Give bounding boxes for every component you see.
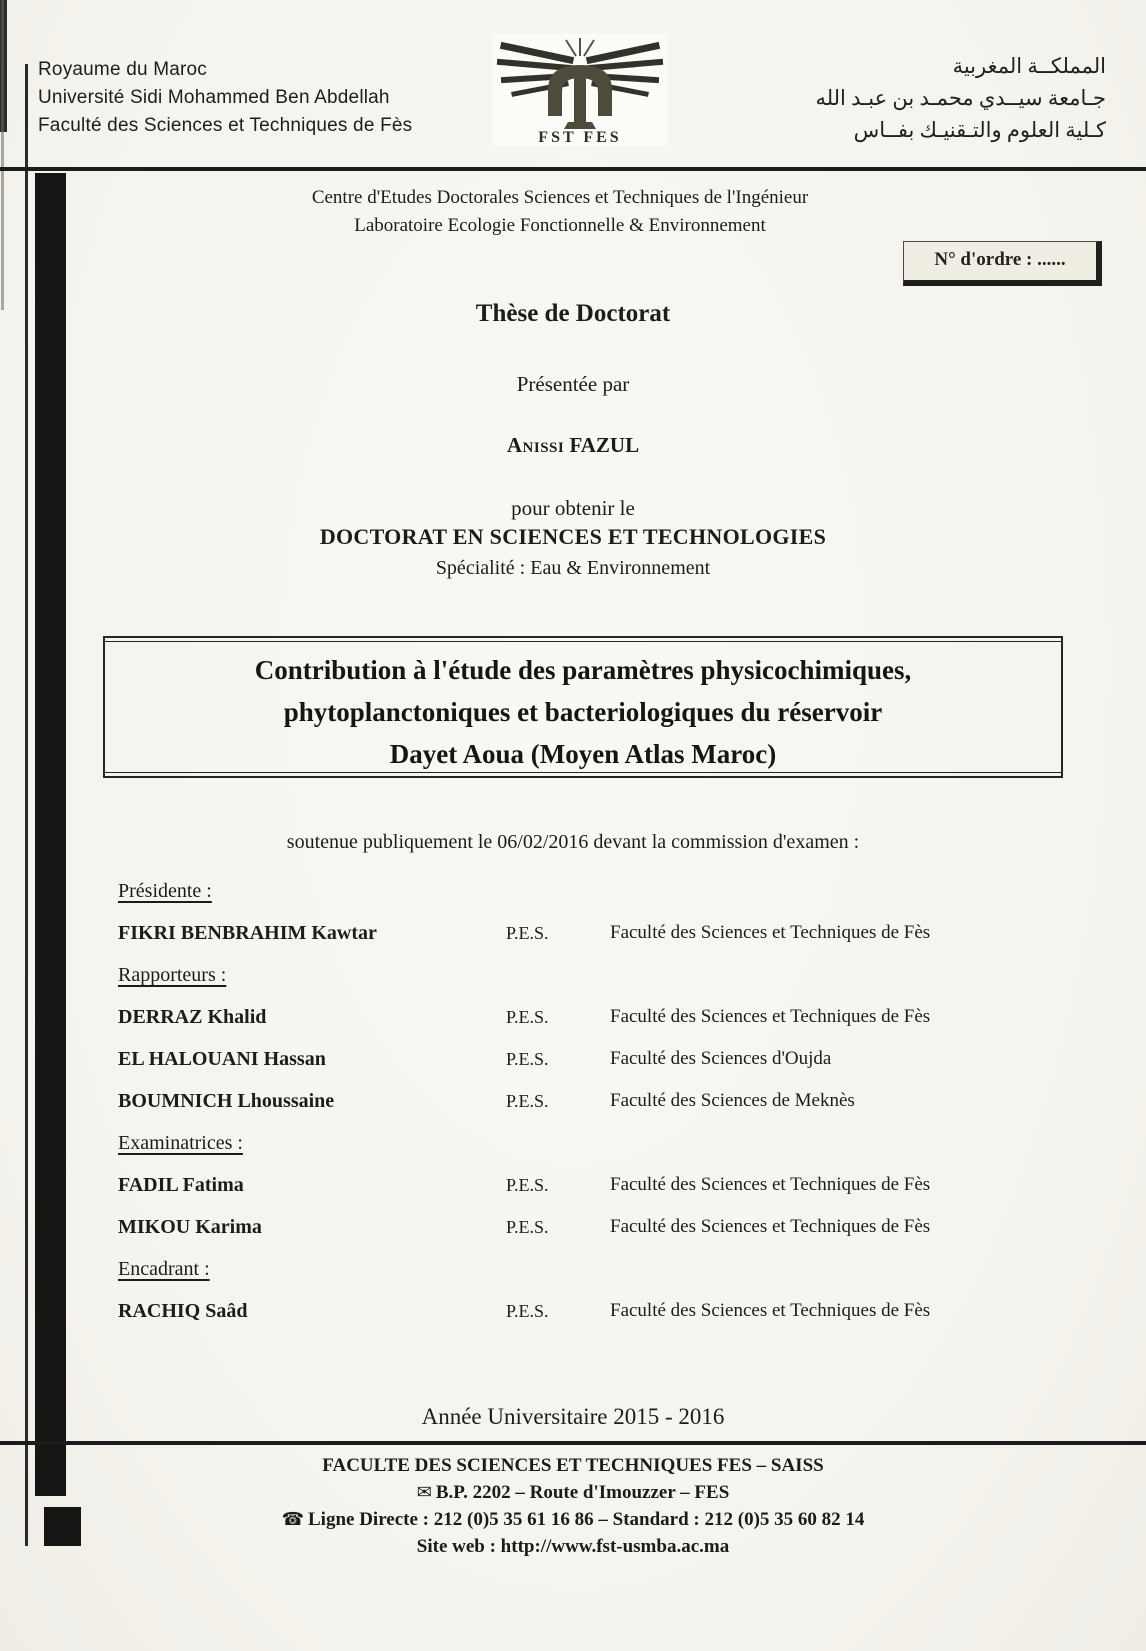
logo-caption-text: FST FES (538, 129, 622, 146)
header-line-university-ar: جـامعة سيــدي محمـد بن عبـد الله (815, 86, 1106, 110)
jury-member-grade: P.E.S. (506, 1007, 549, 1027)
header-line-university: Université Sidi Mohammed Ben Abdellah (38, 87, 390, 108)
academic-year: Année Universitaire 2015 - 2016 (421, 1404, 725, 1429)
author-name (0, 433, 1146, 458)
jury-member-affiliation: Faculté des Sciences et Techniques de Fès (610, 1174, 931, 1195)
fst-fes-logo-graphic (492, 34, 668, 146)
header-horizontal-rule (0, 167, 1146, 171)
jury-member-name: RACHIQ Saâd (118, 1300, 248, 1322)
footer-horizontal-rule (0, 1441, 1146, 1445)
specialty-line: Spécialité : Eau & Environnement (435, 557, 711, 579)
header-line-faculty-ar: كـلية العلوم والتـقنيـك بفــاس (853, 118, 1106, 142)
jury-member-grade: P.E.S. (506, 923, 549, 943)
jury-member-name: DERRAZ Khalid (118, 1006, 267, 1028)
to-obtain-label: pour obtenir le (511, 496, 635, 520)
left-thin-rule (25, 64, 28, 1546)
jury-member-row (118, 1086, 1098, 1116)
doctoral-center-block (0, 184, 1120, 240)
jury-member-name: FIKRI BENBRAHIM Kawtar (118, 922, 377, 944)
thesis-title-line-1: Contribution à l'étude des paramètres physicochimiques, (254, 655, 912, 685)
footer-faculty-name: FACULTE DES SCIENCES ET TECHNIQUES FES – SAISS (322, 1455, 824, 1476)
author-first-name: Anissi (506, 433, 565, 457)
jury-role-row (118, 876, 1098, 906)
thesis-title-line-2: phytoplanctoniques et bacteriologiques du réservoir (283, 697, 883, 727)
jury-member-row (118, 1212, 1098, 1242)
defense-announcement: soutenue publiquement le 06/02/2016 devant la commission d'examen : (286, 831, 860, 853)
jury-member-grade: P.E.S. (506, 1175, 549, 1195)
institution-header-ar (766, 50, 1106, 146)
header-line-country: Royaume du Maroc (38, 59, 207, 80)
doctoral-center-line: Centre d'Etudes Doctorales Sciences et Techniques de l'Ingénieur (311, 187, 809, 208)
jury-member-grade: P.E.S. (506, 1049, 549, 1069)
jury-member-row (118, 1296, 1098, 1326)
header-line-country-ar: المملكــة المغربية (952, 54, 1106, 78)
jury-member-row (118, 1044, 1098, 1074)
header-line-faculty: Faculté des Sciences et Techniques de Fès (38, 115, 413, 136)
fst-fes-logo (492, 34, 668, 146)
jury-member-affiliation: Faculté des Sciences et Techniques de Fès (610, 1300, 931, 1321)
jury-member-affiliation: Faculté des Sciences et Techniques de Fès (610, 1006, 931, 1027)
degree-name: DOCTORAT EN SCIENCES ET TECHNOLOGIES (319, 524, 827, 549)
footer-phone-line (0, 1506, 1146, 1533)
footer-address-line (0, 1479, 1146, 1506)
order-number-box (903, 241, 1102, 286)
jury-member-grade: P.E.S. (506, 1217, 549, 1237)
footer-phone-text: Ligne Directe : 212 (0)5 35 61 16 86 – Standard : 212 (0)5 35 60 82 14 (308, 1509, 865, 1530)
jury-member-affiliation: Faculté des Sciences et Techniques de Fès (610, 922, 931, 943)
jury-member-row (118, 1170, 1098, 1200)
thesis-title-box (103, 636, 1063, 778)
jury-member-name: EL HALOUANI Hassan (118, 1048, 326, 1070)
jury-member-grade: P.E.S. (506, 1091, 549, 1111)
jury-member-name: FADIL Fatima (118, 1174, 244, 1196)
thesis-title-line-3: Dayet Aoua (Moyen Atlas Maroc) (389, 739, 777, 769)
jury-role-label: Encadrant : (118, 1258, 210, 1280)
jury-role-row (118, 1128, 1098, 1158)
envelope-icon: ✉ (416, 1482, 432, 1502)
order-number-label: N° d'ordre : ...... (934, 249, 1066, 270)
jury-role-label: Présidente : (118, 880, 212, 902)
footer-address-text: B.P. 2202 – Route d'Imouzzer – FES (435, 1482, 730, 1503)
institution-header-fr (38, 56, 412, 140)
jury-member-row (118, 918, 1098, 948)
jury-member-name: BOUMNICH Lhoussaine (118, 1090, 335, 1112)
footer-website-line: Site web : http://www.fst-usmba.ac.ma (416, 1536, 730, 1557)
jury-role-row (118, 960, 1098, 990)
laboratory-line: Laboratoire Ecologie Fonctionnelle & Environnement (354, 215, 766, 236)
jury-member-grade: P.E.S. (506, 1301, 549, 1321)
jury-member-row (118, 1002, 1098, 1032)
jury-member-affiliation: Faculté des Sciences et Techniques de Fès (610, 1216, 931, 1237)
faculty-footer (0, 1452, 1146, 1560)
thesis-title (105, 638, 1061, 775)
jury-list (118, 876, 1098, 1338)
jury-role-row (118, 1254, 1098, 1284)
jury-role-label: Examinatrices : (118, 1132, 243, 1154)
jury-member-affiliation: Faculté des Sciences d'Oujda (610, 1048, 832, 1069)
jury-role-label: Rapporteurs : (118, 964, 227, 986)
thesis-kind-heading: Thèse de Doctorat (475, 300, 671, 327)
presented-by-label: Présentée par (516, 372, 630, 396)
phone-icon: ☎ (281, 1509, 304, 1529)
scan-edge-artifact (1, 0, 4, 310)
jury-member-name: MIKOU Karima (118, 1216, 262, 1238)
jury-member-affiliation: Faculté des Sciences de Meknès (610, 1090, 855, 1111)
author-last-name: FAZUL (569, 433, 640, 457)
